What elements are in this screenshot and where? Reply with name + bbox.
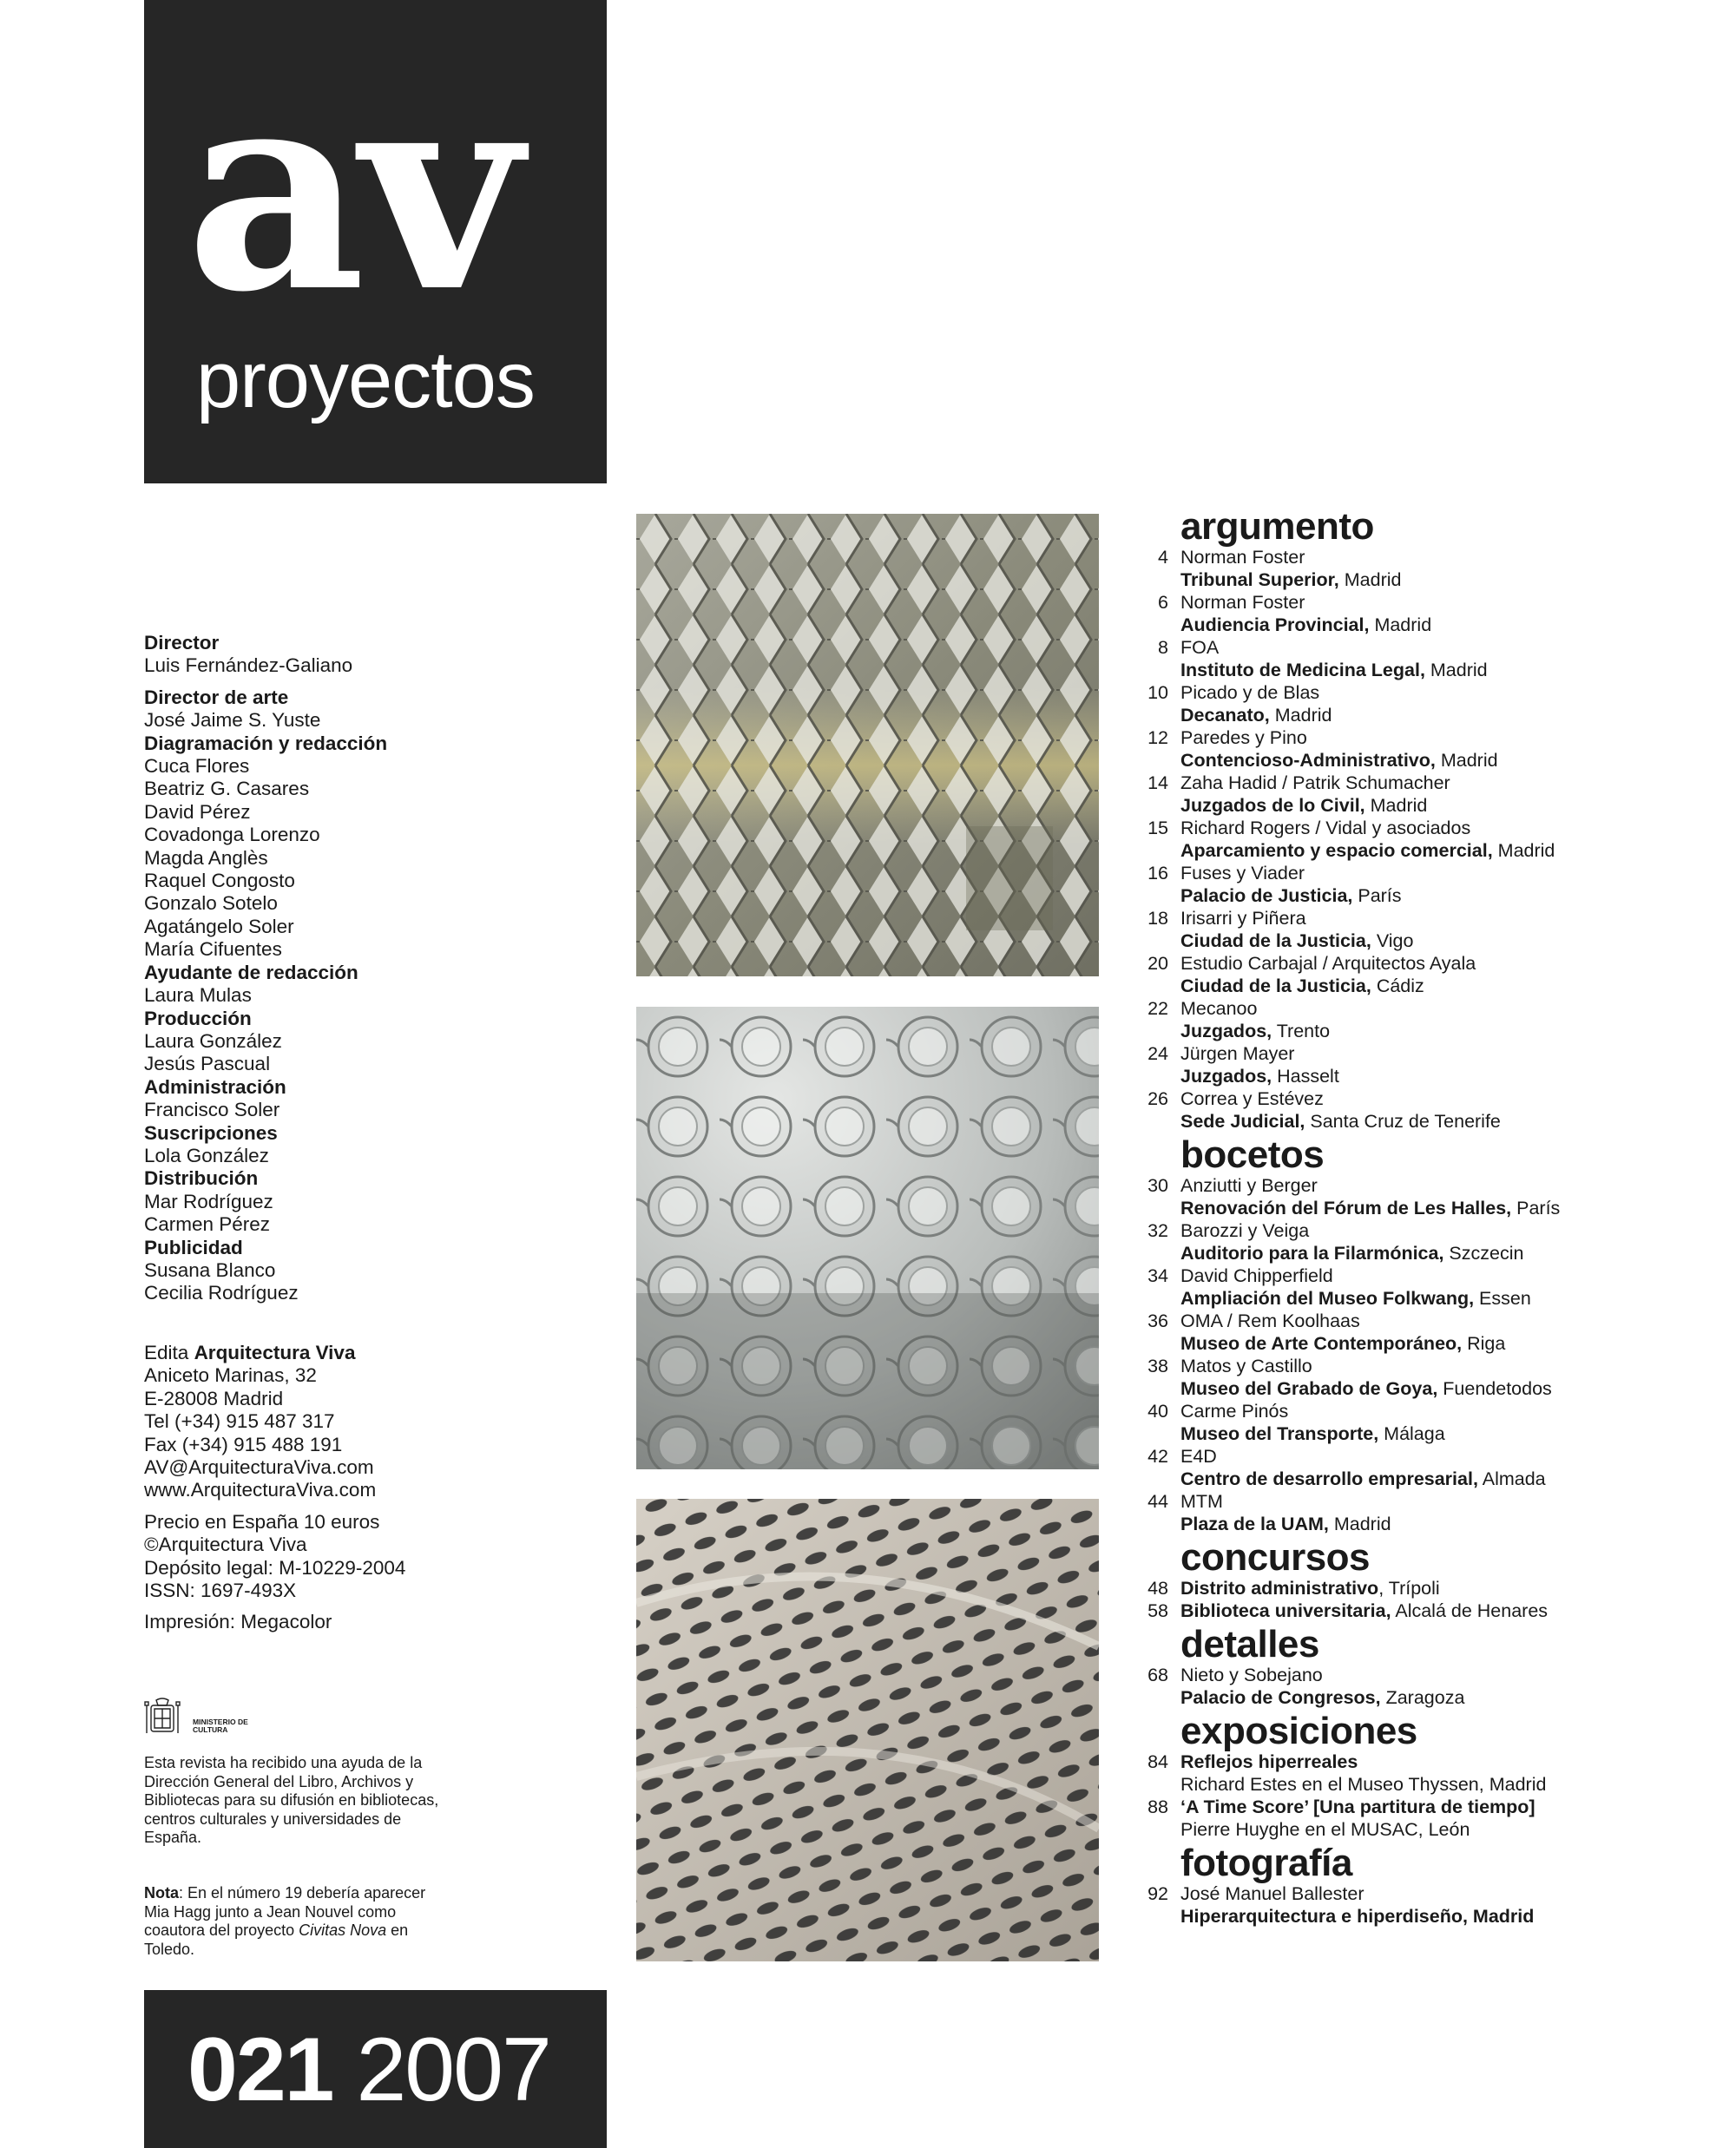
toc-page-number: 16 <box>1147 863 1168 884</box>
toc-author: Norman Foster <box>1180 547 1305 568</box>
toc-author: Richard Rogers / Vidal y asociados <box>1180 818 1471 838</box>
credit-name: Cecilia Rodríguez <box>144 1282 299 1304</box>
issue-year: 2007 <box>356 2020 550 2120</box>
toc-project-line <box>1180 614 1727 636</box>
toc-section <box>1128 1133 1727 1535</box>
toc-project: Contencioso-Administrativo, <box>1180 750 1436 771</box>
logo-av: av <box>186 28 517 353</box>
toc-project: Centro de desarrollo empresarial, <box>1180 1468 1478 1489</box>
toc-project: Sede Judicial, <box>1180 1111 1305 1132</box>
credit-name: Laura Mulas <box>144 984 252 1007</box>
legal-line: ISSN: 1697-493X <box>144 1580 297 1602</box>
toc-entry <box>1128 1400 1727 1445</box>
credit-title: Diagramación y redacción <box>144 732 388 754</box>
toc-place: Madrid <box>1492 840 1555 861</box>
toc-place: Cádiz <box>1371 975 1424 996</box>
toc-project: Ciudad de la Justicia, <box>1180 930 1371 951</box>
toc-entry <box>1128 1882 1727 1928</box>
toc-section <box>1128 1712 1727 1841</box>
credit-name: Francisco Soler <box>144 1099 280 1121</box>
toc-place: Alcalá de Henares <box>1391 1600 1549 1621</box>
toc-author: Correa y Estévez <box>1180 1088 1324 1109</box>
address-line: Aniceto Marinas, 32 <box>144 1364 317 1387</box>
toc-place: Madrid <box>1328 1514 1391 1534</box>
toc-page-number: 26 <box>1147 1088 1168 1109</box>
toc-project-line <box>1180 1332 1727 1355</box>
toc-entry <box>1128 817 1727 862</box>
toc-entry-body <box>1180 862 1727 907</box>
toc-entry-body <box>1180 772 1727 817</box>
toc-place: Madrid <box>1338 569 1402 590</box>
toc-author: Carme Pinós <box>1180 1401 1289 1422</box>
credit-name: Gonzalo Sotelo <box>144 892 278 915</box>
errata-note: Nota: En el número 19 debería aparecer Mia Hagg junto a Jean Nouvel como coautora del proyecto Civitas Nova en Toledo. <box>144 1884 426 1958</box>
toc-entry-body <box>1180 1490 1727 1535</box>
toc-entry <box>1128 1174 1727 1219</box>
toc-entry-body <box>1180 1664 1727 1709</box>
publisher-info <box>144 1342 595 1634</box>
toc-project: Juzgados de lo Civil, <box>1180 795 1365 816</box>
credit-name: Covadonga Lorenzo <box>144 824 320 846</box>
toc-project-line <box>1180 1422 1727 1445</box>
toc-page-number: 4 <box>1158 547 1168 568</box>
credit-name: Beatriz G. Casares <box>144 778 310 800</box>
toc-entry-body <box>1180 1751 1727 1796</box>
toc-section-title: detalles <box>1180 1623 1319 1665</box>
toc-project-line <box>1180 568 1727 591</box>
toc-section <box>1128 505 1727 1133</box>
credit-name: Lola González <box>144 1144 269 1166</box>
credit-name: Susana Blanco <box>144 1258 276 1281</box>
toc-page-number: 10 <box>1147 682 1168 703</box>
toc-project: Ampliación del Museo Folkwang, <box>1180 1288 1475 1309</box>
toc-entry <box>1128 726 1727 772</box>
toc-section-title: fotografía <box>1180 1842 1352 1884</box>
credit-title: Publicidad <box>144 1236 243 1258</box>
toc-author: Picado y de Blas <box>1180 682 1320 703</box>
address-line: www.ArquitecturaViva.com <box>144 1479 377 1501</box>
toc-place: Madrid <box>1364 795 1428 816</box>
toc-page-number: 8 <box>1158 637 1168 658</box>
toc-project-line <box>1180 1242 1727 1264</box>
toc-place: Madrid <box>1369 614 1432 635</box>
toc-project: Biblioteca universitaria, <box>1180 1600 1391 1621</box>
toc-page-number: 30 <box>1147 1175 1168 1196</box>
toc-entry <box>1128 1490 1727 1535</box>
toc-entry-body <box>1180 1174 1727 1219</box>
credit-name: Raquel Congosto <box>144 870 295 892</box>
toc-page-number: 14 <box>1147 772 1168 793</box>
toc-entry-body <box>1180 952 1727 997</box>
toc-page-number: 92 <box>1147 1883 1168 1904</box>
toc-section-title: argumento <box>1180 505 1374 548</box>
toc-page-number: 42 <box>1147 1446 1168 1467</box>
legal-line: Depósito legal: M-10229-2004 <box>144 1556 406 1579</box>
publisher-legal <box>144 1511 595 1603</box>
legal-line: Precio en España 10 euros <box>144 1510 380 1533</box>
toc-project-line <box>1180 929 1727 952</box>
toc-entry <box>1128 862 1727 907</box>
facade-photo-perforated-mesh <box>636 1499 1099 1961</box>
credit-name: Carmen Pérez <box>144 1213 271 1236</box>
magazine-logo <box>144 0 607 483</box>
toc-entry <box>1128 907 1727 952</box>
credit-title: Director <box>144 632 220 654</box>
toc-subtitle: Richard Estes en el Museo Thyssen, Madrid <box>1180 1774 1547 1795</box>
table-of-contents <box>1128 505 1727 1928</box>
toc-project-line <box>1180 1197 1727 1219</box>
toc-entry-body <box>1180 1264 1727 1310</box>
credit-name: Cuca Flores <box>144 755 250 778</box>
toc-project: Decanato, <box>1180 705 1270 726</box>
toc-entry-body <box>1180 1042 1727 1087</box>
toc-entry <box>1128 1600 1727 1622</box>
toc-project-line <box>1180 1377 1727 1400</box>
toc-page-number: 18 <box>1147 908 1168 929</box>
toc-entry <box>1128 997 1727 1042</box>
toc-project-line <box>1180 1065 1727 1087</box>
toc-project: Aparcamiento y espacio comercial, <box>1180 840 1493 861</box>
issue-block <box>144 1990 607 2148</box>
edita-line: Edita Arquitectura Viva <box>144 1342 356 1363</box>
credit-name: José Jaime S. Yuste <box>144 709 321 732</box>
toc-project-line <box>1180 884 1727 907</box>
toc-author: Barozzi y Veiga <box>1180 1220 1310 1241</box>
facade-photo-circle-pattern <box>636 1007 1099 1469</box>
toc-entry-body <box>1180 546 1727 591</box>
toc-place: Szczecin <box>1443 1243 1524 1264</box>
credit-gap <box>144 678 595 686</box>
toc-entry-body <box>1180 591 1727 636</box>
toc-page-number: 68 <box>1147 1665 1168 1685</box>
toc-entry <box>1128 1664 1727 1709</box>
toc-entry <box>1128 1087 1727 1133</box>
toc-project-line <box>1180 1287 1727 1310</box>
toc-project: Hiperarquitectura e hiperdiseño, Madrid <box>1180 1906 1535 1927</box>
toc-author: Nieto y Sobejano <box>1180 1665 1323 1685</box>
toc-place: Riga <box>1462 1333 1506 1354</box>
toc-project-line <box>1180 659 1727 681</box>
toc-entry <box>1128 1577 1727 1600</box>
toc-project: Palacio de Congresos, <box>1180 1687 1381 1708</box>
toc-place: Madrid <box>1435 750 1498 771</box>
credit-title: Administración <box>144 1075 286 1098</box>
toc-page-number: 20 <box>1147 953 1168 974</box>
toc-entry <box>1128 1355 1727 1400</box>
toc-project-line <box>1180 704 1727 726</box>
toc-place: París <box>1511 1198 1561 1219</box>
toc-entry-body <box>1180 1355 1727 1400</box>
toc-page-number: 22 <box>1147 998 1168 1019</box>
toc-project-line <box>1180 1600 1727 1622</box>
toc-project: Renovación del Fórum de Les Halles, <box>1180 1198 1512 1219</box>
toc-project: Auditorio para la Filarmónica, <box>1180 1243 1444 1264</box>
toc-author: David Chipperfield <box>1180 1265 1333 1286</box>
toc-place: París <box>1352 885 1402 906</box>
issue-label <box>187 2020 550 2120</box>
credit-name: Mar Rodríguez <box>144 1190 273 1212</box>
toc-place: Trento <box>1272 1021 1331 1041</box>
toc-author: Irisarri y Piñera <box>1180 908 1306 929</box>
toc-author: Fuses y Viader <box>1180 863 1305 884</box>
toc-project-line <box>1180 1686 1727 1709</box>
credit-title: Ayudante de redacción <box>144 961 358 983</box>
legal-line: ©Arquitectura Viva <box>144 1534 307 1556</box>
toc-project: Distrito administrativo <box>1180 1578 1379 1599</box>
logo-subtitle: proyectos <box>196 336 535 424</box>
toc-entry <box>1128 952 1727 997</box>
toc-place: Madrid <box>1269 705 1332 726</box>
toc-page-number: 40 <box>1147 1401 1168 1422</box>
toc-entry <box>1128 681 1727 726</box>
toc-project: Museo de Arte Contemporáneo, <box>1180 1333 1463 1354</box>
toc-place: Hasselt <box>1272 1066 1339 1087</box>
toc-entry-body <box>1180 1219 1727 1264</box>
toc-subtitle: Pierre Huyghe en el MUSAC, León <box>1180 1819 1470 1840</box>
toc-place: Vigo <box>1371 930 1414 951</box>
toc-page-number: 6 <box>1158 592 1168 613</box>
toc-entry <box>1128 1751 1727 1796</box>
toc-project: Museo del Grabado de Goya, <box>1180 1378 1438 1399</box>
toc-author: José Manuel Ballester <box>1180 1883 1364 1904</box>
toc-page-number: 84 <box>1147 1751 1168 1772</box>
credit-title: Suscripciones <box>144 1121 278 1144</box>
toc-section-title: bocetos <box>1180 1133 1325 1176</box>
toc-project: Palacio de Justicia, <box>1180 885 1353 906</box>
toc-project: Plaza de la UAM, <box>1180 1514 1329 1534</box>
toc-place: Almada <box>1477 1468 1546 1489</box>
toc-author: Jürgen Mayer <box>1180 1043 1295 1064</box>
toc-project-line <box>1180 1796 1727 1818</box>
toc-author: Matos y Castillo <box>1180 1356 1312 1376</box>
toc-entry <box>1128 591 1727 636</box>
toc-project: Ciudad de la Justicia, <box>1180 975 1371 996</box>
toc-place: Essen <box>1474 1288 1531 1309</box>
toc-project: Museo del Transporte, <box>1180 1423 1379 1444</box>
credit-name: Luis Fernández-Galiano <box>144 654 353 677</box>
toc-author: Estudio Carbajal / Arquitectos Ayala <box>1180 953 1476 974</box>
toc-project: ‘A Time Score’ [Una partitura de tiempo] <box>1180 1797 1535 1817</box>
toc-page-number: 48 <box>1147 1578 1168 1599</box>
toc-entry-body <box>1180 907 1727 952</box>
credit-name: Laura González <box>144 1029 282 1052</box>
toc-entry-body <box>1180 1600 1727 1622</box>
publisher-name: Arquitectura Viva <box>194 1342 356 1363</box>
toc-project: Juzgados, <box>1180 1021 1272 1041</box>
toc-author: FOA <box>1180 637 1220 658</box>
toc-page-number: 34 <box>1147 1265 1168 1286</box>
credit-name: María Cifuentes <box>144 938 282 961</box>
toc-project-line <box>1180 749 1727 772</box>
toc-place: Madrid <box>1424 660 1488 680</box>
toc-project: Juzgados, <box>1180 1066 1272 1087</box>
ministry-label: MINISTERIO DE CULTURA <box>193 1718 248 1734</box>
toc-section-title: exposiciones <box>1180 1710 1417 1752</box>
toc-page-number: 15 <box>1147 818 1168 838</box>
toc-project-line <box>1180 1751 1727 1773</box>
toc-page-number: 36 <box>1147 1310 1168 1331</box>
toc-project-line <box>1180 1020 1727 1042</box>
toc-page-number: 44 <box>1147 1491 1168 1512</box>
credit-name: David Pérez <box>144 800 251 823</box>
toc-place: Santa Cruz de Tenerife <box>1305 1111 1501 1132</box>
credit-title: Producción <box>144 1007 252 1029</box>
toc-entry <box>1128 546 1727 591</box>
toc-project: Instituto de Medicina Legal, <box>1180 660 1425 680</box>
toc-entry-body <box>1180 1310 1727 1355</box>
toc-page-number: 24 <box>1147 1043 1168 1064</box>
toc-place: Fuendetodos <box>1437 1378 1552 1399</box>
toc-entry <box>1128 1264 1727 1310</box>
toc-author: E4D <box>1180 1446 1217 1467</box>
toc-entry <box>1128 1219 1727 1264</box>
toc-entry <box>1128 772 1727 817</box>
toc-entry-body <box>1180 681 1727 726</box>
toc-project-line <box>1180 975 1727 997</box>
credit-name: Jesús Pascual <box>144 1053 271 1075</box>
aid-statement: Esta revista ha recibido una ayuda de la Dirección General del Libro, Archivos y Bibliotecas para su difusión en bibliotecas, centros culturales y universidades de España. <box>144 1754 439 1846</box>
toc-place: Málaga <box>1378 1423 1445 1444</box>
toc-project: Audiencia Provincial, <box>1180 614 1370 635</box>
toc-entry <box>1128 1310 1727 1355</box>
credit-name: Agatángelo Soler <box>144 915 294 937</box>
toc-project-line <box>1180 1110 1727 1133</box>
toc-entry-body <box>1180 636 1727 681</box>
toc-project-line <box>1180 1513 1727 1535</box>
issue-number: 021 <box>187 2020 333 2120</box>
toc-author: Paredes y Pino <box>1180 727 1307 748</box>
toc-entry-body <box>1180 1445 1727 1490</box>
toc-entry <box>1128 1796 1727 1841</box>
toc-page-number: 58 <box>1147 1600 1168 1621</box>
toc-project-line <box>1180 1905 1727 1928</box>
toc-author: Zaha Hadid / Patrik Schumacher <box>1180 772 1450 793</box>
address-line: Fax (+34) 915 488 191 <box>144 1433 343 1455</box>
toc-project: Reflejos hiperreales <box>1180 1751 1358 1772</box>
toc-entry-body <box>1180 1577 1727 1600</box>
toc-project-line <box>1180 794 1727 817</box>
credit-title: Director de arte <box>144 686 289 708</box>
address-line: Tel (+34) 915 487 317 <box>144 1410 335 1433</box>
credit-title: Distribución <box>144 1167 259 1190</box>
toc-section <box>1128 1844 1727 1928</box>
toc-project-line <box>1180 1468 1727 1490</box>
toc-page-number: 38 <box>1147 1356 1168 1376</box>
toc-page-number: 32 <box>1147 1220 1168 1241</box>
toc-entry <box>1128 1445 1727 1490</box>
toc-entry-body <box>1180 1882 1727 1928</box>
toc-entry <box>1128 1042 1727 1087</box>
toc-entry-body <box>1180 997 1727 1042</box>
toc-project: Tribunal Superior, <box>1180 569 1339 590</box>
toc-entry <box>1128 636 1727 681</box>
toc-place: Zaragoza <box>1380 1687 1465 1708</box>
toc-section-title: concursos <box>1180 1536 1371 1579</box>
toc-author: Mecanoo <box>1180 998 1258 1019</box>
toc-project-line <box>1180 1577 1727 1600</box>
toc-page-number: 88 <box>1147 1797 1168 1817</box>
toc-section <box>1128 1536 1727 1622</box>
toc-project-line <box>1180 839 1727 862</box>
toc-entry-body <box>1180 1400 1727 1445</box>
toc-section <box>1128 1623 1727 1709</box>
toc-entry-body <box>1180 1796 1727 1841</box>
credit-name: Magda Anglès <box>144 846 268 869</box>
facade-photo-diamond-pattern <box>636 514 1099 976</box>
toc-author: OMA / Rem Koolhaas <box>1180 1310 1360 1331</box>
toc-entry-body <box>1180 726 1727 772</box>
toc-entry-body <box>1180 1087 1727 1133</box>
toc-author: MTM <box>1180 1491 1223 1512</box>
publisher-address <box>144 1364 595 1501</box>
toc-place: , Trípoli <box>1378 1578 1440 1599</box>
address-line: AV@ArquitecturaViva.com <box>144 1456 374 1479</box>
toc-entry-body <box>1180 817 1727 862</box>
print-credit: Impresión: Megacolor <box>144 1611 332 1633</box>
staff-credits <box>144 632 595 1305</box>
toc-author: Norman Foster <box>1180 592 1305 613</box>
toc-author: Anziutti y Berger <box>1180 1175 1318 1196</box>
address-line: E-28008 Madrid <box>144 1387 284 1409</box>
toc-page-number: 12 <box>1147 727 1168 748</box>
